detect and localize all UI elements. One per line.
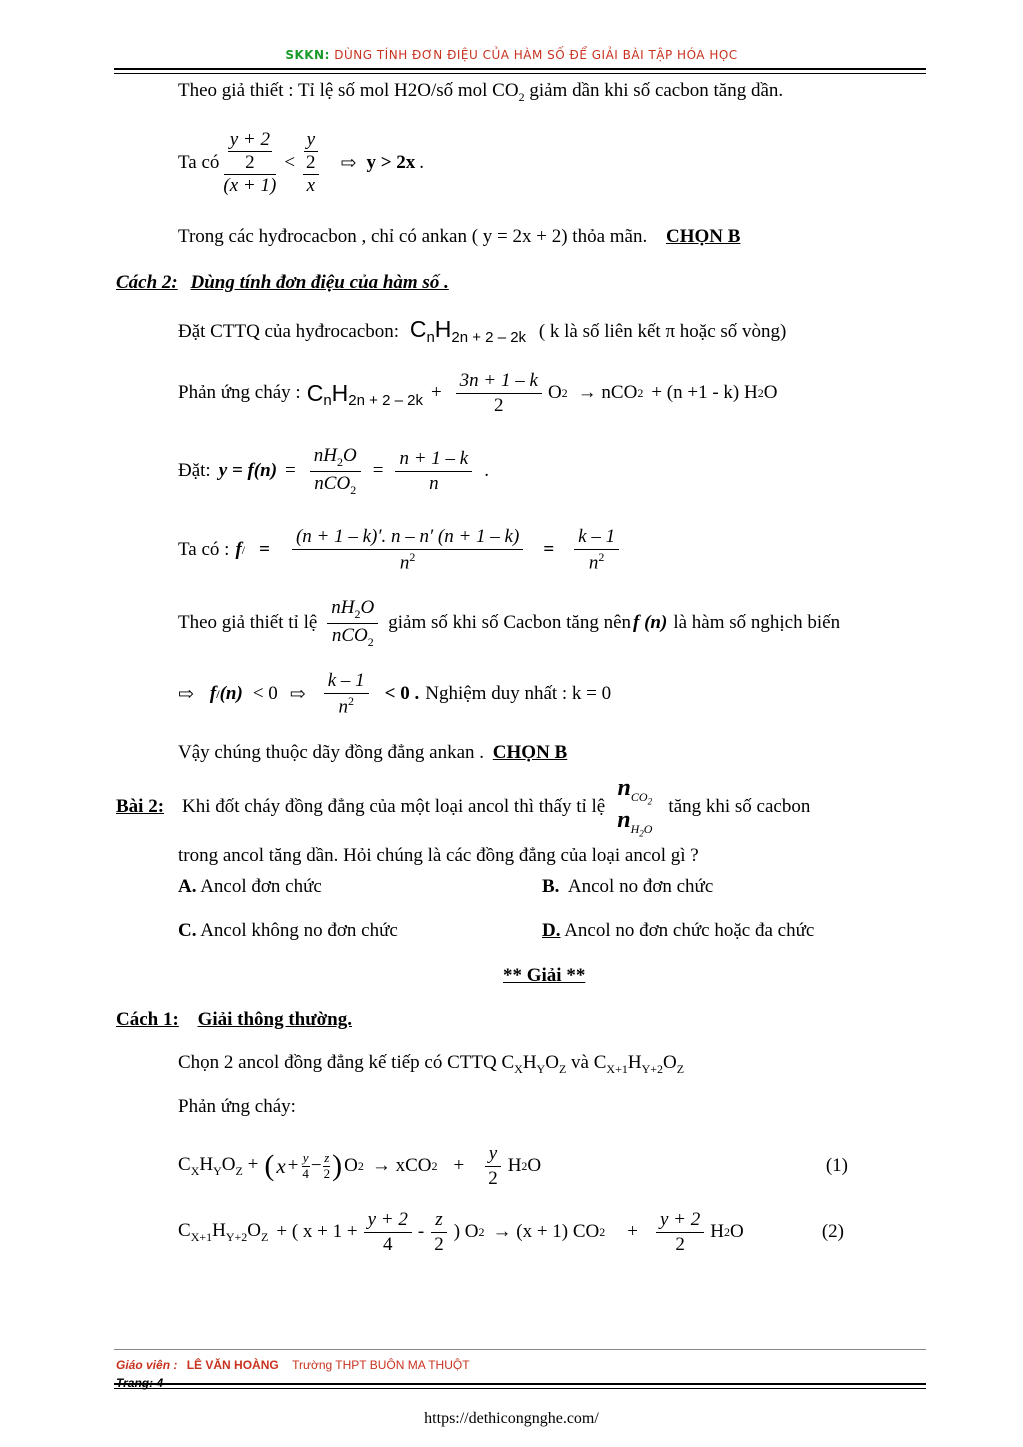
option-d: D. Ancol no đơn chức hoặc đa chức	[542, 920, 815, 941]
exercise-2: Bài 2: Khi đốt cháy đồng đẳng của một loại ancol thì thấy tỉ lệ $n_{CO_2}$ $n_{H_2O}$ tăng khi số cacbon	[116, 774, 811, 839]
solution-heading: ** Giải **	[503, 965, 586, 986]
method-2-heading: Cách 2: Dùng tính đơn điệu của hàm số .	[116, 272, 449, 293]
option-c: C. Ancol không no đơn chức	[178, 920, 398, 941]
page-header	[0, 48, 1023, 62]
method-1-heading: Cách 1: Giải thông thường.	[116, 1009, 352, 1030]
option-a: A. Ancol đơn chức	[178, 876, 322, 897]
reaction-2: $C_{X+1}H_{Y+2}O_Z$ + ( x + 1 + $\frac{y + 2}{4}$ - $\frac{z}{2}$ ) O 2 → (x + 1) CO 2 + $\frac{y + 2}{2}$ H 2 O (2)	[178, 1208, 844, 1255]
reaction-1: $C_XH_YO_Z$ + ( x + $\frac{y}{4}$ − $\frac{z}{2}$ ) O 2 → xCO 2 + $\frac{y}{2}$ H 2 O (1)	[178, 1142, 848, 1189]
footer-rule-top	[114, 1349, 926, 1350]
header-kicker: SKKN:	[285, 48, 330, 62]
footer-rule	[114, 1383, 926, 1385]
decreasing-condition: Theo giả thiết tỉ lệ $\frac{nH_2O}{nCO_2}$ giảm số khi số Cacbon tăng nên f (n) là hàm số nghịch biến	[178, 596, 841, 649]
paragraph-hypothesis: Theo giả thiết : Tỉ lệ số mol H2O/số mol $CO_2$ giảm dần khi số cacbon tăng dần.	[178, 80, 784, 104]
header-rule	[114, 68, 926, 70]
combustion-label: Phản ứng cháy:	[178, 1096, 296, 1117]
implies-arrow-icon: ⇨	[340, 152, 357, 174]
implies-arrow-icon: ⇨	[178, 683, 194, 705]
implication-line: ⇨ f / (n) < 0 ⇨ $\frac{k - 1}{n^2}$ < 0 . Nghiệm duy nhất : k = 0	[178, 669, 612, 718]
conclusion-ankan: Vậy chúng thuộc dãy đồng đẳng ankan . CHỌN B	[178, 742, 568, 763]
derivative-line: Ta có : f / = $\frac{(n + 1 - k)'. n - n' (n + 1 - k)}{n^2}$ = $\frac{k - 1}{n^2}$	[178, 522, 625, 578]
combustion-reaction: Phản ứng cháy : C $_n$ H $_{2n + 2 - 2k}$ + $\frac{3n + 1 - k}{2}$ O 2 → nCO 2 + (n +1 - k) H 2 O	[178, 369, 778, 416]
function-definition: Đặt: y = f(n) = $\frac{nH_2O}{nCO_2}$ = $\frac{n + 1 - k}{n}$ .	[178, 444, 489, 497]
header-rule-thin	[114, 73, 926, 74]
option-b: B. Ancol no đơn chức	[542, 876, 714, 897]
general-formula-line: Đặt CTTQ của hyđrocacbon: $C_nH_{2n + 2 - 2k}$ ( k là số liên kết π hoặc số vòng)	[178, 316, 787, 346]
source-url: https://dethicongnghe.com/	[424, 1410, 599, 1427]
paragraph-ankan: Trong các hyđrocacbon , chỉ có ankan ( y = 2x + 2) thỏa mãn. CHỌN B	[178, 226, 741, 247]
implies-arrow-icon: ⇨	[289, 683, 306, 705]
choose-alcohols: Chọn 2 ancol đồng đẳng kế tiếp có CTTQ $C_XH_YO_Z$ và $C_{X+1}H_{Y+2}O_Z$	[178, 1052, 685, 1076]
header-title: DÙNG TÍNH ĐƠN ĐIỆU CỦA HÀM SỐ ĐỂ GIẢI BÀI TẬP HÓA HỌC	[334, 48, 738, 62]
inequality-1: Ta có y + 2 2 (x + 1) < y 2 x ⇨ y > 2x .	[178, 129, 425, 196]
footer-teacher: Giáo viên : LÊ VĂN HOÀNG Trường THPT BUÔN MA THUỘT	[116, 1358, 470, 1372]
exercise-2-question: trong ancol tăng dần. Hỏi chúng là các đồng đẳng của loại ancol gì ?	[178, 845, 699, 866]
footer-rule-thin	[114, 1388, 926, 1389]
